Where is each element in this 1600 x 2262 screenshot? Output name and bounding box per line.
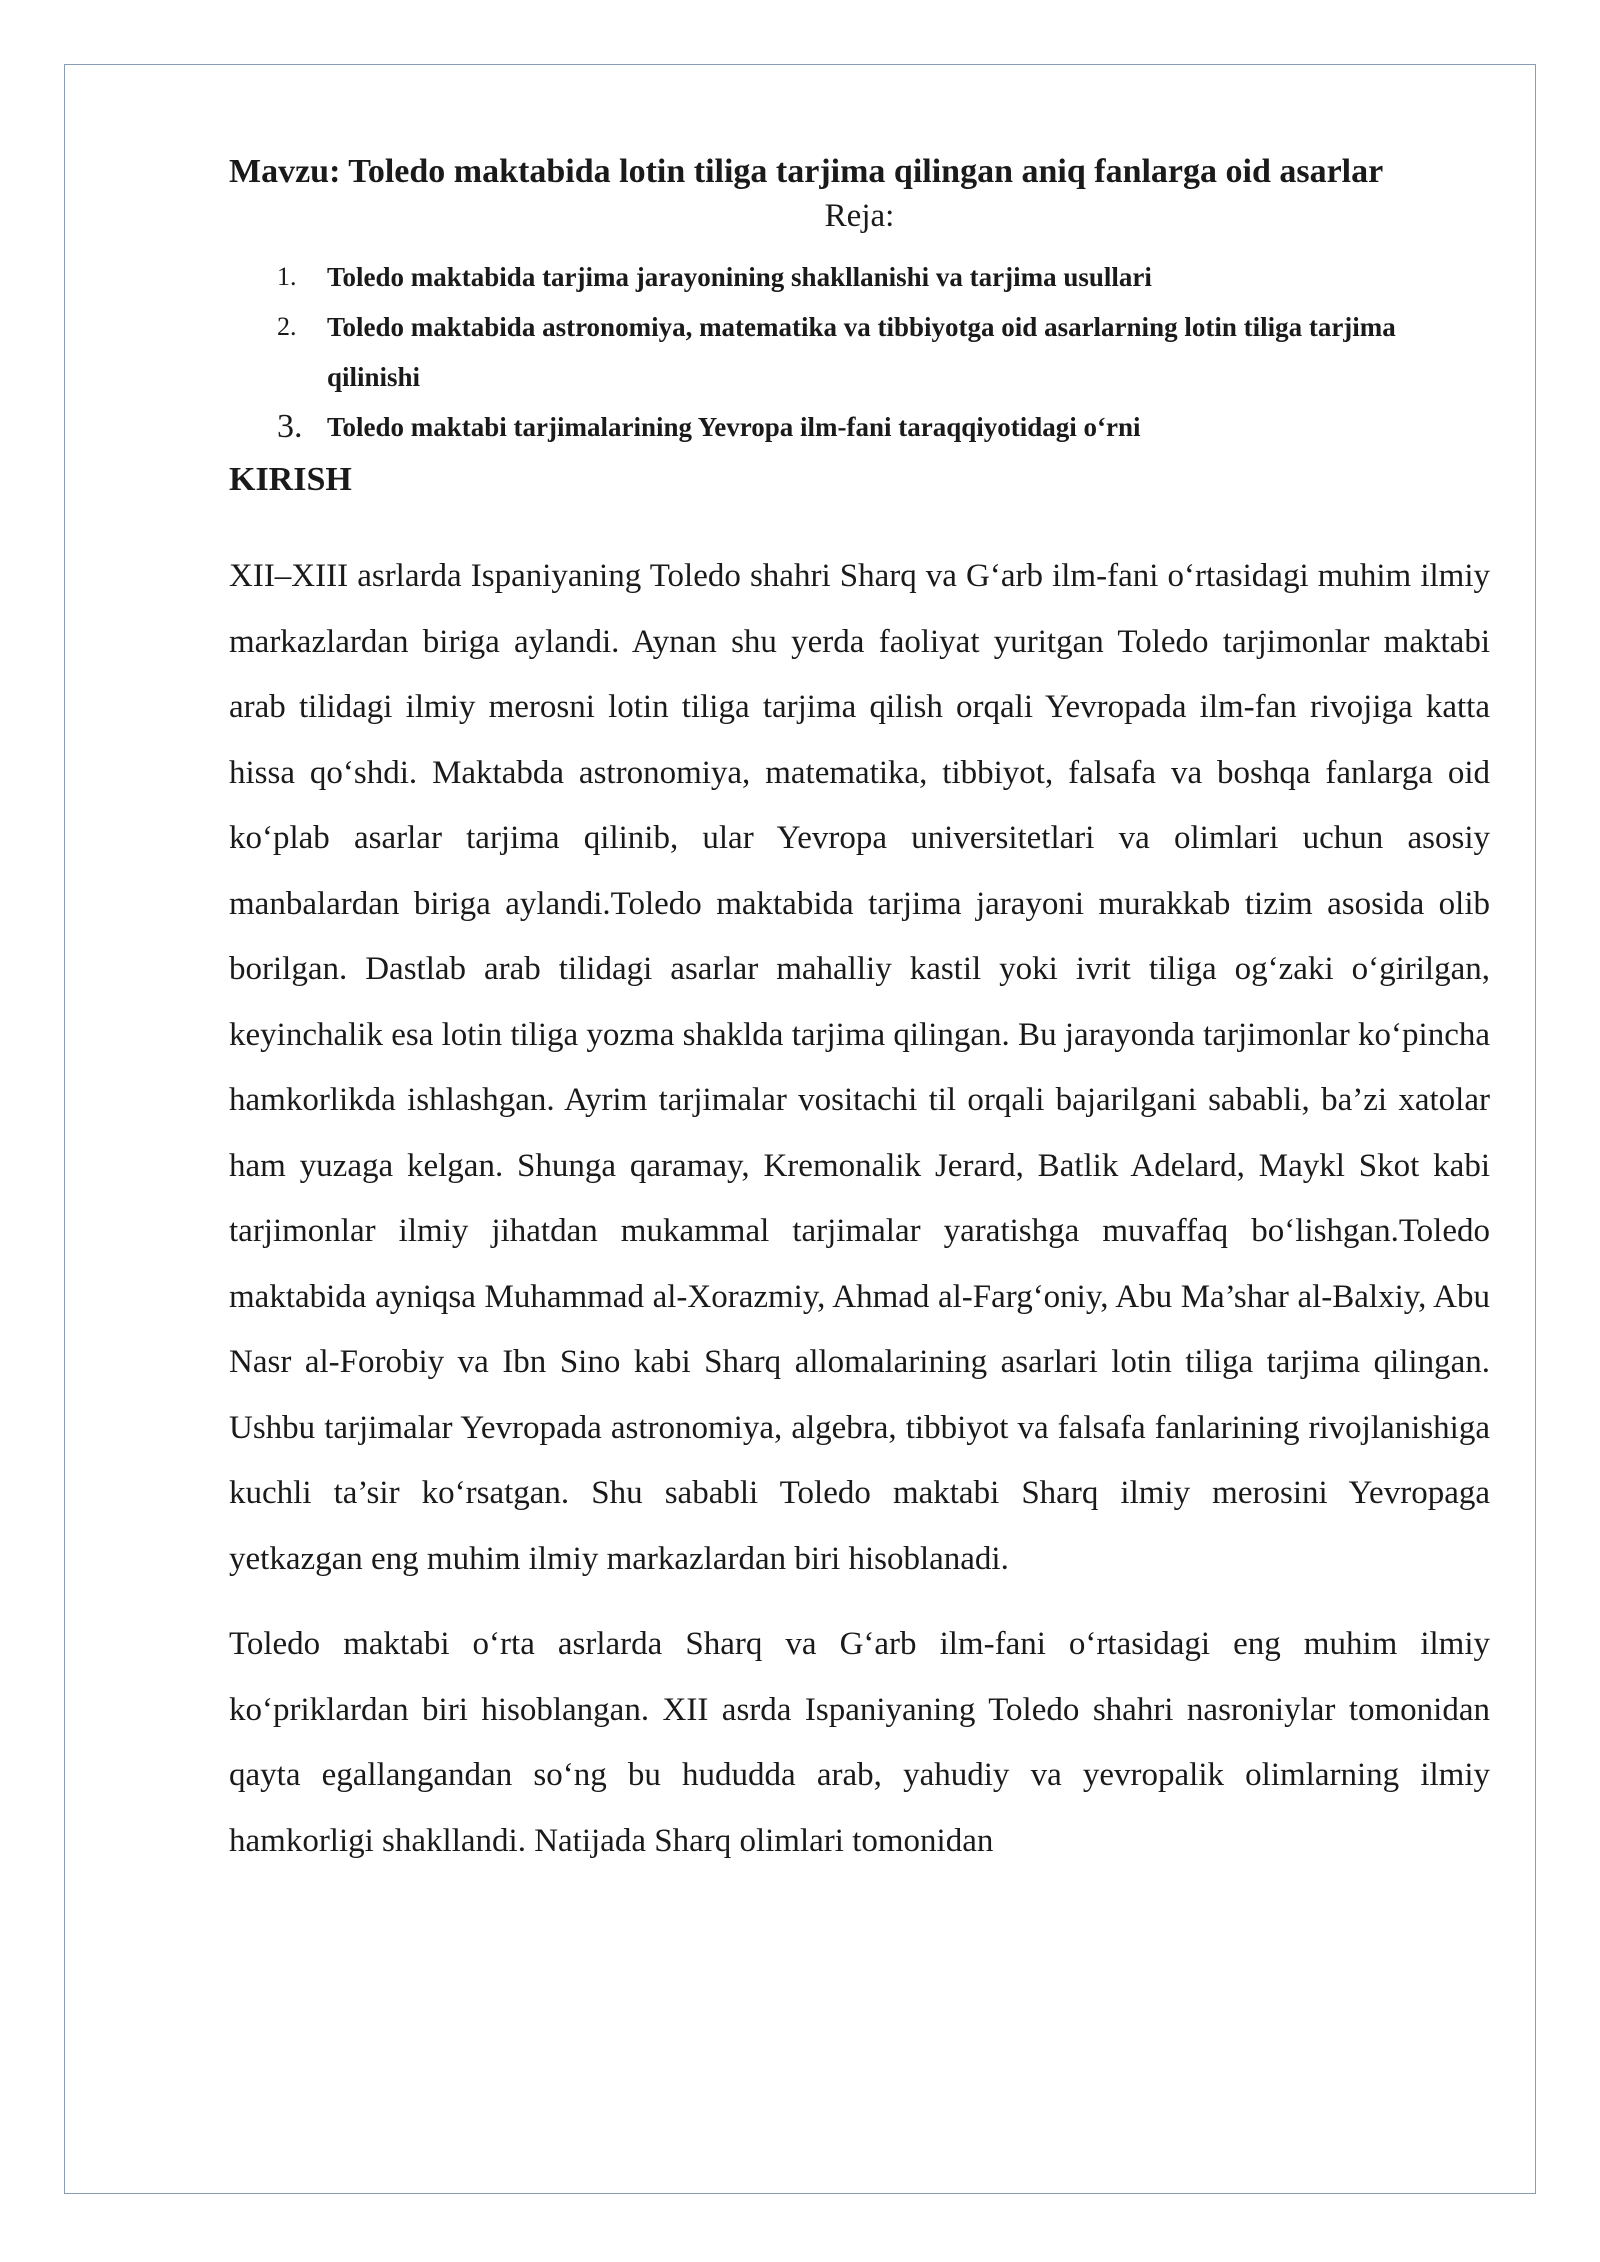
plan-item-number: 3.	[277, 408, 303, 445]
plan-item-text: Toledo maktabi tarjimalarining Yevropa ilm-fani taraqqiyotidagi o‘rni	[327, 412, 1141, 442]
topic-title: Mavzu: Toledo maktabida lotin tiliga tarjima qilingan aniq fanlarga oid asarlar	[229, 153, 1384, 190]
body-paragraph-1: XII–XIII asrlarda Ispaniyaning Toledo shahri Sharq va G‘arb ilm-fani o‘rtasidagi muhim ilmiy markazlardan biriga aylandi. Aynan shu yerda faoliyat yuritgan Toledo tarjimonlar maktabi arab tilidagi ilmiy merosni lotin tiliga tarjima qilish orqali Yevropada ilm-fan rivojiga katta hissa qo‘shdi. Maktabda astronomiya, matematika, tibbiyot, falsafa va boshqa fanlarga oid ko‘plab asarlar tarjima qilinib, ular Yevropa universitetlari va olimlari uchun asosiy manbalardan biriga aylandi.Toledo maktabida tarjima jarayoni murakkab tizim asosida olib borilgan. Dastlab arab tilidagi asarlar mahalliy kastil yoki ivrit tiliga og‘zaki o‘girilgan, keyinchalik esa lotin tiliga yozma shaklda tarjima qilingan. Bu jarayonda tarjimonlar ko‘pincha hamkorlikda ishlashgan. Ayrim tarjimalar vositachi til orqali bajarilgani sababli, ba’zi xatolar ham yuzaga kelgan. Shunga qaramay, Kremonalik Jerard, Batlik Adelard, Maykl Skot kabi tarjimonlar ilmiy jihatdan mukammal tarjimalar yaratishga muvaffaq bo‘lishgan.Toledo maktabida ayniqsa Muhammad al-Xorazmiy, Ahmad al-Farg‘oniy, Abu Ma’shar al-Balxiy, Abu Nasr al-Forobiy va Ibn Sino kabi Sharq allomalarining asarlari lotin tiliga tarjima qilingan. Ushbu tarjimalar Yevropada astronomiya, algebra, tibbiyot va falsafa fanlarining rivojlanishiga kuchli ta’sir ko‘rsatgan. Shu sababli Toledo maktabi Sharq ilmiy merosini Yevropaga yetkazgan eng muhim ilmiy markazlardan biri hisoblanadi.	[229, 558, 1490, 1577]
plan-item-3	[229, 402, 1490, 452]
plan-item-number: 2.	[277, 312, 297, 341]
document-body	[229, 150, 1490, 1874]
plan-item-text: Toledo maktabida astronomiya, matematika va tibbiyotga oid asarlarning lotin tiliga tarjima qilinishi	[327, 312, 1396, 392]
plan-item-text: Toledo maktabida tarjima jarayonining shakllanishi va tarjima usullari	[327, 262, 1152, 292]
plan-title: Reja:	[824, 198, 895, 234]
plan-item-2	[229, 302, 1490, 402]
intro-heading: KIRISH	[229, 461, 352, 498]
plan-item-1	[229, 252, 1490, 302]
body-paragraph-2: Toledo maktabi o‘rta asrlarda Sharq va G‘arb ilm-fani o‘rtasidagi eng muhim ilmiy ko‘priklardan biri hisoblangan. XII asrda Ispaniyaning Toledo shahri nasroniylar tomonidan qayta egallangandan so‘ng bu hududda arab, yahudiy va yevropalik olimlarning ilmiy hamkorligi shakllandi. Natijada Sharq olimlari tomonidan	[229, 1626, 1490, 1859]
plan-item-number: 1.	[277, 262, 297, 291]
plan-list	[229, 252, 1490, 452]
